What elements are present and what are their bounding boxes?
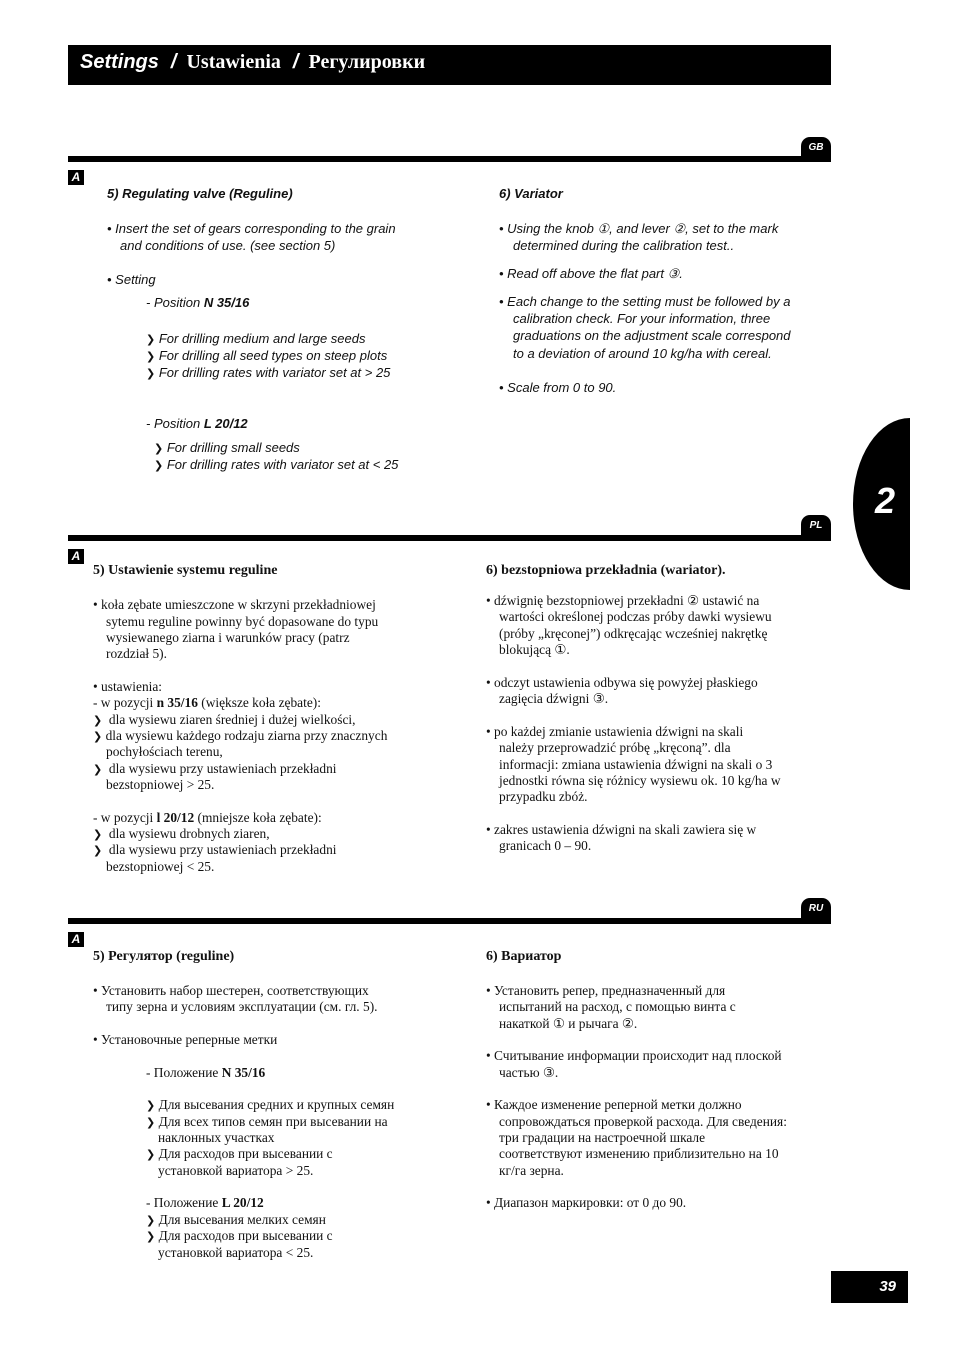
section-rule-ru bbox=[68, 918, 831, 924]
pl-right-line: informacji: zmiana ustawienia dźwigni na skali o 3 bbox=[499, 757, 773, 772]
pl-right-line: zagięcia dźwigni ③. bbox=[499, 691, 609, 706]
chevron-right-icon: ❯ bbox=[146, 1148, 156, 1161]
ru-bullet-text: Для расходов при высевании с bbox=[158, 1146, 333, 1161]
gb-position-label: - Position bbox=[146, 295, 204, 310]
chevron-right-icon: ❯ bbox=[93, 763, 103, 776]
chevron-right-icon: ❯ bbox=[93, 844, 103, 857]
ru-position-label: - Положение bbox=[146, 1065, 222, 1080]
pl-position-note: (większe koła zębate): bbox=[197, 695, 321, 710]
ru-bullet-line bbox=[146, 1146, 333, 1164]
ru-left-line: типу зерна и условиям эксплуатации (см. гл. 5). bbox=[106, 999, 378, 1014]
page-number bbox=[831, 1271, 908, 1303]
pl-bullet-text: dla wysiewu drobnych ziaren, bbox=[108, 826, 270, 841]
lang-tab-gb: GB bbox=[801, 137, 831, 159]
gb-bullet-text: For drilling rates with variator set at < 25 bbox=[166, 457, 399, 472]
pl-position-label: - w pozycji bbox=[93, 695, 157, 710]
gb-bullet-text: For drilling small seeds bbox=[166, 440, 300, 455]
chevron-right-icon: ❯ bbox=[154, 459, 164, 472]
ru-left-heading: 5) Регулятор (reguline) bbox=[93, 949, 235, 964]
header-title-ru: Регулировки bbox=[308, 51, 426, 73]
ru-bullet-line bbox=[146, 1097, 394, 1115]
pl-bullet-text: dla wysiewu każdego rodzaju ziarna przy znacznych bbox=[105, 728, 388, 743]
chevron-right-icon: ❯ bbox=[146, 333, 156, 346]
pl-right-line: • zakres ustawienia dźwigni na skali zawiera się w bbox=[486, 822, 757, 837]
gb-left-line: • Insert the set of gears corresponding to the grain bbox=[107, 221, 396, 236]
pl-bullet-line bbox=[93, 728, 387, 746]
chevron-right-icon: ❯ bbox=[154, 442, 164, 455]
ru-position-line bbox=[146, 1195, 264, 1212]
chevron-right-icon: ❯ bbox=[93, 714, 103, 727]
ru-right-line: кг/га зерна. bbox=[499, 1163, 564, 1178]
ru-right-line: частью ③. bbox=[499, 1065, 559, 1080]
pl-left-line: wysiewanego ziarna i warunków pracy (patrz bbox=[106, 630, 350, 645]
figure-ref-badge: A bbox=[68, 932, 84, 947]
chevron-right-icon: ❯ bbox=[146, 1230, 156, 1243]
gb-bullet-line bbox=[146, 347, 387, 365]
page-number-text: 39 bbox=[879, 1278, 896, 1295]
ru-left-line: установкой вариатора < 25. bbox=[158, 1245, 314, 1260]
chevron-right-icon: ❯ bbox=[146, 1214, 156, 1227]
gb-right-line: to a deviation of around 10 kg/ha with cereal. bbox=[513, 346, 772, 361]
pl-bullet-line bbox=[93, 712, 355, 730]
gb-bullet-text: For drilling all seed types on steep plots bbox=[158, 348, 388, 363]
gb-bullet-text: For drilling rates with variator set at > 25 bbox=[158, 365, 391, 380]
pl-position-code: n 35/16 bbox=[156, 695, 198, 710]
ru-left-line: • Установочные реперные метки bbox=[93, 1032, 278, 1047]
ru-bullet-line bbox=[146, 1212, 326, 1230]
chapter-number: 2 bbox=[875, 480, 896, 521]
pl-position-code: l 20/12 bbox=[156, 810, 195, 825]
gb-position-line bbox=[146, 415, 248, 432]
gb-right-line: • Each change to the setting must be followed by a bbox=[499, 294, 791, 309]
pl-bullet-line bbox=[93, 842, 336, 860]
gb-position-line bbox=[146, 294, 249, 311]
pl-right-line: wartości określonej podczas próby dawki wysiewu bbox=[499, 609, 772, 624]
header-separator: / bbox=[292, 51, 299, 73]
chevron-right-icon: ❯ bbox=[146, 367, 156, 380]
gb-bullet-line bbox=[154, 439, 300, 457]
ru-left-line: • Установить набор шестерен, соответствующих bbox=[93, 983, 369, 998]
ru-right-heading: 6) Вариатор bbox=[486, 949, 562, 964]
pl-bullet-line bbox=[93, 761, 336, 779]
chapter-tab bbox=[853, 418, 910, 590]
pl-right-line: • dźwignię bezstopniowej przekładni ② ustawić na bbox=[486, 593, 760, 608]
pl-right-line: blokującą ①. bbox=[499, 642, 570, 657]
header-separator: / bbox=[170, 51, 177, 73]
ru-right-line: • Считывание информации происходит над плоской bbox=[486, 1048, 782, 1063]
pl-right-heading: 6) bezstopniowa przekładnia (wariator). bbox=[486, 563, 726, 578]
pl-bullet-text: dla wysiewu przy ustawieniach przekładni bbox=[108, 761, 337, 776]
header-title-en: Settings bbox=[80, 51, 159, 73]
pl-position-line bbox=[93, 810, 322, 827]
ru-right-line: • Диапазон маркировки: от 0 до 90. bbox=[486, 1195, 687, 1210]
gb-right-line: • Using the knob ①, and lever ②, set to the mark bbox=[499, 221, 779, 236]
pl-right-line: • po każdej zmianie ustawienia dźwigni na skali bbox=[486, 724, 744, 739]
pl-right-line: granicach 0 – 90. bbox=[499, 838, 592, 853]
ru-right-line: испытаний на расход, с помощью винта с bbox=[499, 999, 736, 1014]
pl-left-line: bezstopniowej > 25. bbox=[106, 777, 215, 792]
gb-bullet-line bbox=[146, 330, 366, 348]
ru-bullet-text: Для расходов при высевании с bbox=[158, 1228, 333, 1243]
ru-right-line: сопровождаться проверкой расхода. Для сведения: bbox=[499, 1114, 787, 1129]
gb-bullet-line bbox=[146, 364, 390, 382]
pl-left-heading: 5) Ustawienie systemu reguline bbox=[93, 563, 278, 578]
chevron-right-icon: ❯ bbox=[146, 1099, 156, 1112]
gb-position-code: L 20/12 bbox=[203, 416, 248, 431]
gb-right-line: graduations on the adjustment scale correspond bbox=[513, 328, 791, 343]
pl-left-line: • ustawienia: bbox=[93, 679, 163, 694]
header-title-pl: Ustawienia bbox=[186, 51, 281, 73]
gb-right-line: • Scale from 0 to 90. bbox=[499, 380, 617, 395]
ru-left-line: наклонных участках bbox=[158, 1130, 275, 1145]
pl-right-line: przypadku zbóż. bbox=[499, 789, 588, 804]
header-title bbox=[80, 51, 425, 74]
chevron-right-icon: ❯ bbox=[93, 730, 103, 743]
ru-bullet-line bbox=[146, 1114, 388, 1132]
ru-right-line: накаткой ① и рычага ②. bbox=[499, 1016, 638, 1031]
gb-left-heading: 5) Regulating valve (Reguline) bbox=[107, 186, 293, 201]
ru-left-line: установкой вариатора > 25. bbox=[158, 1163, 314, 1178]
gb-bullet-text: For drilling medium and large seeds bbox=[158, 331, 366, 346]
pl-right-line: (próby „kręconej”) odkręcając wcześniej nakrętkę bbox=[499, 626, 768, 641]
pl-position-label: - w pozycji bbox=[93, 810, 157, 825]
ru-position-label: - Положение bbox=[146, 1195, 222, 1210]
pl-right-line: jednostki równa się różnicy wysiewu ok. 10 kg/ha w bbox=[499, 773, 781, 788]
pl-left-line: • koła zębate umieszczone w skrzyni przekładniowej bbox=[93, 597, 376, 612]
ru-bullet-text: Для высевания средних и крупных семян bbox=[158, 1097, 395, 1112]
pl-left-line: sytemu reguline powinny być dopasowane do typu bbox=[106, 614, 379, 629]
gb-right-heading: 6) Variator bbox=[499, 186, 563, 201]
pl-bullet-line bbox=[93, 826, 270, 844]
pl-bullet-text: dla wysiewu przy ustawieniach przekładni bbox=[108, 842, 337, 857]
gb-position-code: N 35/16 bbox=[203, 295, 250, 310]
chevron-right-icon: ❯ bbox=[93, 828, 103, 841]
ru-position-line bbox=[146, 1065, 265, 1082]
ru-position-code: N 35/16 bbox=[221, 1065, 266, 1080]
ru-right-line: соответствуют изменению приблизительно на 10 bbox=[499, 1146, 779, 1161]
pl-right-line: • odczyt ustawienia odbywa się powyżej płaskiego bbox=[486, 675, 758, 690]
gb-left-line: and conditions of use. (see section 5) bbox=[120, 238, 336, 253]
chevron-right-icon: ❯ bbox=[146, 350, 156, 363]
pl-position-line bbox=[93, 695, 321, 712]
gb-left-line: • Setting bbox=[107, 272, 156, 287]
lang-tab-ru: RU bbox=[801, 898, 831, 920]
ru-position-code: L 20/12 bbox=[221, 1195, 264, 1210]
figure-ref-badge: A bbox=[68, 170, 84, 185]
pl-left-line: bezstopniowej < 25. bbox=[106, 859, 215, 874]
ru-right-line: • Каждое изменение реперной метки должно bbox=[486, 1097, 742, 1112]
pl-right-line: należy przeprowadzić próbę „kręconą”. dla bbox=[499, 740, 731, 755]
pl-bullet-text: dla wysiewu ziaren średniej i dużej wielkości, bbox=[108, 712, 356, 727]
ru-bullet-text: Для высевания мелких семян bbox=[158, 1212, 326, 1227]
figure-ref-badge: A bbox=[68, 549, 84, 564]
section-rule-pl bbox=[68, 535, 831, 541]
ru-bullet-line bbox=[146, 1228, 333, 1246]
pl-left-line: rozdział 5). bbox=[106, 646, 167, 661]
gb-right-line: determined during the calibration test.. bbox=[513, 238, 735, 253]
gb-position-label: - Position bbox=[146, 416, 204, 431]
lang-tab-pl: PL bbox=[801, 515, 831, 537]
ru-bullet-text: Для всех типов семян при высевании на bbox=[158, 1114, 388, 1129]
ru-right-line: • Установить репер, предназначенный для bbox=[486, 983, 726, 998]
gb-bullet-line bbox=[154, 456, 398, 474]
pl-position-note: (mniejsze koła zębate): bbox=[194, 810, 322, 825]
section-rule-gb bbox=[68, 156, 831, 162]
ru-right-line: три градации на настроечной шкале bbox=[499, 1130, 706, 1145]
chevron-right-icon: ❯ bbox=[146, 1116, 156, 1129]
page-header bbox=[68, 45, 831, 85]
gb-right-line: calibration check. For your information, three bbox=[513, 311, 771, 326]
pl-left-line: pochyłościach terenu, bbox=[106, 744, 223, 759]
gb-right-line: • Read off above the flat part ③. bbox=[499, 266, 683, 281]
